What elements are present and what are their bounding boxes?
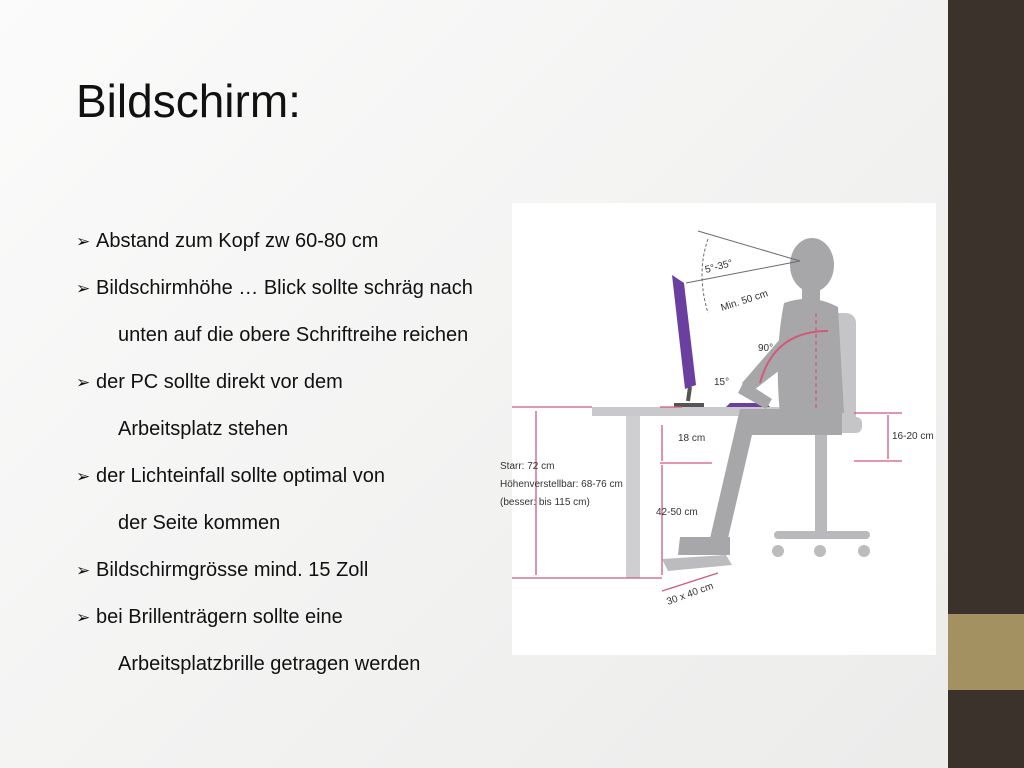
ergonomics-diagram: [500, 203, 936, 655]
bullet-text: Bildschirmhöhe … Blick sollte schräg nach: [96, 277, 473, 299]
arrow-bullet-icon: ➢: [76, 279, 91, 298]
arrow-bullet-icon: ➢: [76, 561, 91, 580]
arrow-bullet-icon: ➢: [76, 467, 91, 486]
slide-title: Bildschirm:: [76, 75, 301, 127]
bullet-text: Abstand zum Kopf zw 60-80 cm: [96, 230, 379, 252]
bullet-continuation: unten auf die obere Schriftreihe reichen: [118, 324, 469, 346]
ergonomics-illustration: [500, 203, 936, 655]
arrow-bullet-icon: ➢: [76, 608, 91, 627]
bullet-text: der PC sollte direkt vor dem: [96, 371, 343, 393]
monitor-icon: [672, 275, 704, 405]
bullet-item: [76, 465, 473, 535]
bullet-text: Bildschirmgrösse mind. 15 Zoll: [96, 559, 369, 581]
desk-better-label: (besser: bis 115 cm): [500, 497, 590, 508]
elbow-angle-label: 90°: [758, 343, 774, 354]
desk-fixed-label: Starr: 72 cm: [500, 461, 555, 472]
bullet-continuation: Arbeitsplatzbrille getragen werden: [118, 653, 421, 675]
angle-view-label: 5°-35°: [703, 258, 734, 276]
side-accent-block: [948, 614, 1024, 690]
bullet-list: [76, 230, 473, 700]
keyboard-tilt-label: 15°: [714, 377, 730, 388]
bullet-item: [76, 606, 473, 676]
footrest-icon: [662, 555, 732, 571]
bullet-item: [76, 371, 473, 441]
seat-height-label: 42-50 cm: [656, 507, 698, 518]
bullet-text: der Lichteinfall sollte optimal von: [96, 465, 386, 487]
desk-leg: [626, 416, 640, 578]
desk-thickness-label: 18 cm: [678, 433, 706, 444]
bullet-item: [76, 277, 473, 347]
arrow-bullet-icon: ➢: [76, 373, 91, 392]
bullet-text: bei Brillenträgern sollte eine: [96, 606, 343, 628]
bullet-item: [76, 559, 473, 582]
thigh-clearance-label: 16-20 cm: [892, 431, 934, 442]
arrow-bullet-icon: ➢: [76, 232, 91, 251]
min-distance-label: Min. 50 cm: [719, 288, 770, 314]
desk-adjustable-label: Höhenverstellbar: 68-76 cm: [500, 479, 623, 490]
bullet-item: [76, 230, 473, 253]
bullet-continuation: Arbeitsplatz stehen: [118, 418, 289, 440]
bullet-continuation: der Seite kommen: [118, 512, 281, 534]
footrest-label: 30 x 40 cm: [665, 580, 715, 608]
